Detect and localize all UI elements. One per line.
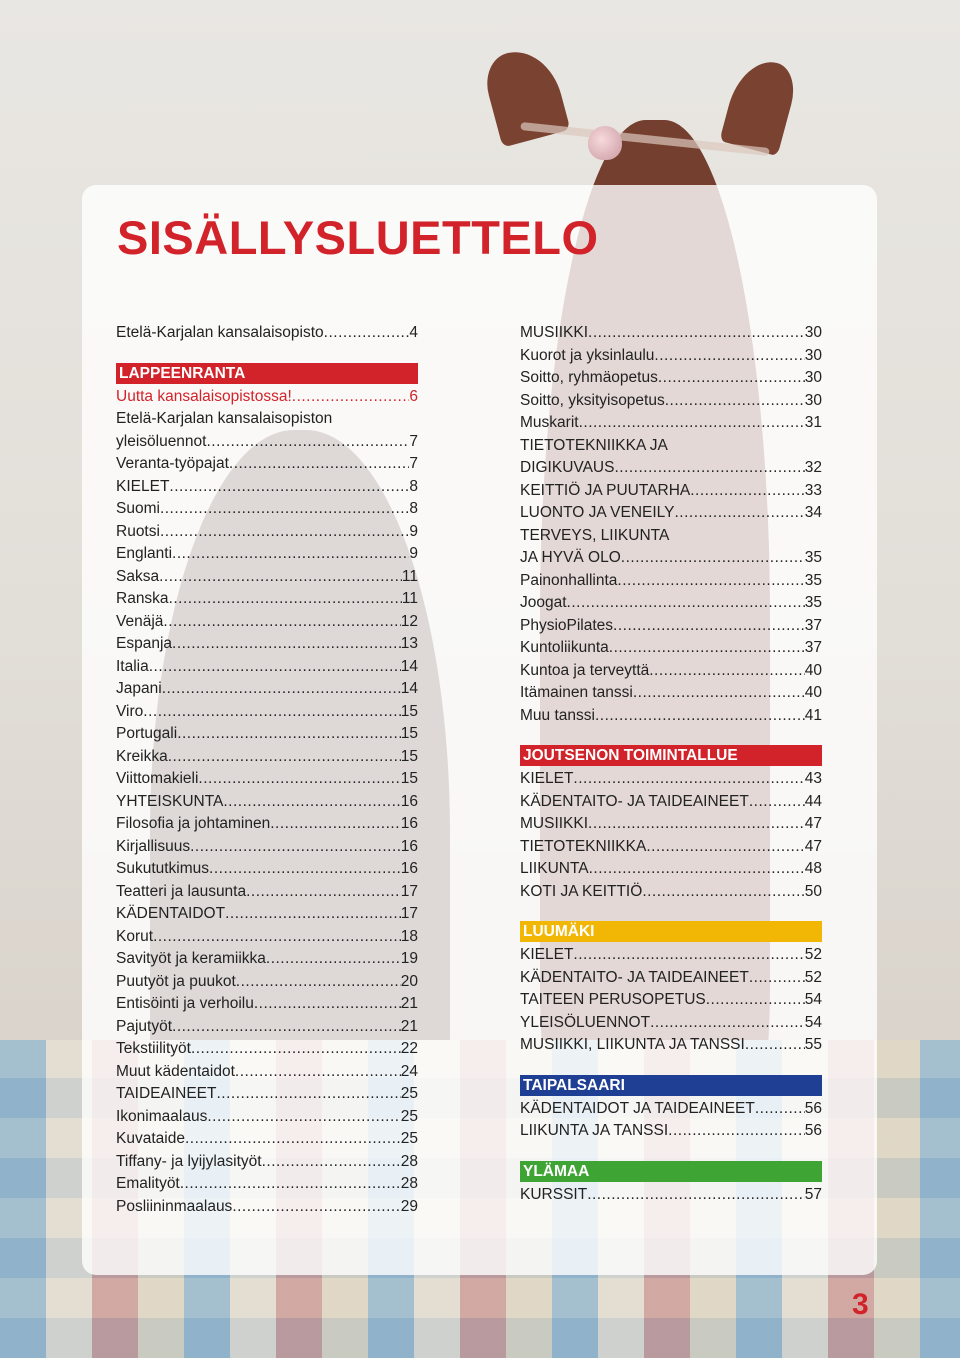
toc-entry-text: KOTI JA KEITTIÖ [520, 882, 643, 900]
leader-dots [588, 322, 805, 345]
toc-entry-page: 15 [400, 702, 418, 720]
toc-entry-text: Espanja [116, 635, 173, 652]
leader-dots [168, 746, 401, 769]
toc-entry[interactable] [520, 1012, 822, 1035]
leader-dots [668, 1120, 805, 1143]
leader-dots [573, 768, 804, 791]
toc-entry[interactable] [520, 660, 822, 683]
leader-dots [749, 967, 805, 990]
toc-entry[interactable] [116, 611, 418, 634]
toc-entry-text: TAITEEN PERUSOPETUS [520, 991, 706, 1008]
toc-entry[interactable] [116, 453, 418, 476]
toc-entry-text: Tekstiilityöt [116, 1040, 191, 1057]
toc-entry[interactable] [116, 813, 418, 836]
toc-entry[interactable] [520, 1120, 822, 1143]
toc-entry[interactable] [116, 431, 418, 454]
toc-entry[interactable] [116, 1106, 418, 1129]
leader-dots [162, 678, 401, 701]
toc-entry-page: 52 [804, 968, 822, 986]
toc-entry-page: 8 [409, 477, 418, 495]
toc-entry-page: 37 [804, 639, 822, 656]
leader-dots [163, 611, 400, 634]
leader-dots [190, 836, 401, 859]
toc-entry-page: 24 [400, 1062, 418, 1080]
toc-entry[interactable] [116, 656, 418, 679]
toc-entry[interactable] [116, 1151, 418, 1174]
toc-entry-text: Venäjä [116, 612, 164, 630]
toc-entry[interactable] [520, 1098, 822, 1121]
toc-entry-text: KIELET [520, 770, 574, 787]
toc-entry-page: 25 [400, 1130, 418, 1147]
toc-entry-text: Uutta kansalaisopistossa! [116, 387, 292, 405]
leader-dots [160, 521, 409, 544]
leader-dots [254, 993, 401, 1016]
toc-entry-text: TIETOTEKNIIKKA [520, 837, 647, 855]
toc-entry[interactable] [116, 386, 418, 409]
toc-entry-page: 7 [409, 455, 418, 472]
toc-entry-text: PhysioPilates [520, 616, 614, 634]
toc-entry-page: 40 [804, 661, 822, 679]
leader-dots [172, 1016, 401, 1039]
leader-dots [621, 547, 805, 570]
leader-dots [690, 480, 805, 503]
leader-dots [177, 723, 401, 746]
leader-dots [216, 1083, 400, 1106]
toc-entry[interactable] [116, 723, 418, 746]
toc-entry[interactable] [116, 521, 418, 544]
toc-entry-page: 32 [804, 459, 822, 476]
toc-entry-page: 28 [400, 1175, 418, 1192]
toc-entry[interactable] [116, 1173, 418, 1196]
toc-entry[interactable] [520, 570, 822, 593]
toc-entry-text: MUSIIKKI, LIIKUNTA JA TANSSI [520, 1036, 745, 1053]
leader-dots [246, 881, 401, 904]
leader-dots [169, 476, 409, 499]
leader-dots [292, 386, 410, 409]
leader-dots [169, 588, 402, 611]
toc-entry[interactable] [116, 1196, 418, 1219]
toc-entry[interactable] [116, 1016, 418, 1039]
toc-left-column [116, 322, 418, 1218]
toc-entry-text: Etelä-Karjalan kansalaisopisto [116, 324, 324, 341]
toc-entry[interactable] [520, 682, 822, 705]
leader-dots [613, 615, 805, 638]
leader-dots [206, 431, 409, 454]
toc-entry[interactable] [520, 705, 822, 728]
toc-entry[interactable] [520, 1184, 822, 1207]
toc-entry-text: Painonhallinta [520, 571, 618, 589]
leader-dots [614, 457, 804, 480]
toc-entry-page: 16 [400, 860, 418, 877]
toc-entry-page: 4 [409, 324, 418, 341]
toc-entry-text: Teatteri ja lausunta [116, 882, 247, 900]
toc-entry[interactable] [520, 345, 822, 368]
toc-entry-page: 56 [804, 1122, 822, 1139]
toc-entry[interactable] [520, 615, 822, 638]
leader-dots [232, 1196, 400, 1219]
toc-entry-text: Etelä-Karjalan kansalaisopiston [116, 410, 333, 427]
toc-right-sections [520, 727, 822, 1206]
toc-entry-text: Korut [116, 927, 154, 945]
leader-dots [749, 791, 805, 814]
toc-entry-page: 44 [804, 792, 822, 810]
toc-entry-page: 37 [804, 616, 822, 634]
toc-entry-page: 11 [401, 590, 418, 607]
toc-entry-text: Emalityöt [116, 1175, 180, 1192]
toc-entry-text: MUSIIKKI [520, 324, 589, 341]
toc-entry-page: 55 [804, 1036, 822, 1053]
leader-dots [649, 660, 805, 683]
toc-entry-page: 54 [804, 991, 822, 1008]
toc-entry[interactable] [116, 858, 418, 881]
toc-entry-text: LUONTO JA VENEILY [520, 504, 675, 521]
toc-entry-text: KÄDENTAIDOT JA TAIDEAINEET [520, 1099, 755, 1117]
toc-entry[interactable] [116, 498, 418, 521]
toc-right-main-list [520, 322, 822, 727]
toc-entry[interactable] [116, 566, 418, 589]
section-header: JOUTSENON TOIMINTALLUE [520, 745, 822, 766]
toc-entry[interactable] [116, 543, 418, 566]
toc-entry[interactable] [520, 768, 822, 791]
toc-entry-text: Ikonimaalaus [116, 1107, 208, 1125]
toc-entry-page: 7 [409, 432, 418, 450]
toc-entry-page: 30 [804, 324, 822, 341]
toc-entry[interactable] [520, 390, 822, 413]
leader-dots [650, 1012, 805, 1035]
toc-entry[interactable] [520, 457, 822, 480]
toc-entry-page: 11 [401, 567, 418, 585]
toc-entry[interactable] [520, 791, 822, 814]
toc-entry-page: 30 [804, 391, 822, 409]
toc-entry-text: DIGIKUVAUS [520, 459, 615, 476]
toc-entry-text: Viro [116, 702, 144, 720]
leader-dots [207, 1106, 400, 1129]
toc-entry-text: Kuntoa ja terveyttä [520, 661, 650, 679]
toc-entry-page: 43 [804, 770, 822, 787]
toc-entry-text: Muskarit [520, 414, 579, 431]
toc-entry-page: 48 [804, 860, 822, 877]
toc-entry-page: 9 [409, 522, 418, 540]
toc-entry[interactable] [520, 967, 822, 990]
toc-entry-text: Portugali [116, 725, 178, 742]
toc-entry-page: 35 [804, 549, 822, 566]
toc-right-column [520, 322, 822, 1206]
toc-entry-text: MUSIIKKI [520, 815, 589, 832]
leader-dots [236, 971, 401, 994]
toc-entry[interactable] [116, 926, 418, 949]
leader-dots [658, 367, 805, 390]
toc-entry[interactable] [520, 944, 822, 967]
toc-entry[interactable] [116, 1061, 418, 1084]
toc-entry-text: Pajutyöt [116, 1017, 173, 1035]
toc-entry[interactable] [116, 1083, 418, 1106]
toc-entry[interactable] [116, 408, 418, 431]
leader-dots [654, 345, 804, 368]
toc-entry-page: 15 [400, 770, 418, 787]
toc-entry-page: 35 [804, 594, 822, 611]
toc-entry-page: 13 [400, 635, 418, 652]
leader-dots [573, 944, 804, 967]
heart-gem-icon [588, 126, 622, 160]
toc-entry[interactable] [520, 836, 822, 859]
toc-entry-page: 16 [400, 792, 418, 810]
leader-dots [198, 768, 400, 791]
toc-entry[interactable] [520, 881, 822, 904]
toc-entry-page: 47 [804, 837, 822, 855]
toc-entry[interactable] [520, 367, 822, 390]
toc-entry[interactable] [520, 435, 822, 458]
leader-dots [617, 570, 804, 593]
toc-entry[interactable] [520, 322, 822, 345]
toc-entry-page: 22 [400, 1040, 418, 1057]
toc-entry-text: KIELET [116, 477, 170, 495]
leader-dots [270, 813, 401, 836]
toc-entry-page: 30 [804, 346, 822, 364]
leader-dots [172, 633, 401, 656]
leader-dots [185, 1128, 401, 1151]
toc-entry-text: Italia [116, 657, 149, 675]
toc-entry-page: 6 [409, 387, 418, 405]
toc-entry-text: Filosofia ja johtaminen [116, 815, 271, 832]
toc-entry[interactable] [116, 678, 418, 701]
toc-entry-page: 16 [400, 815, 418, 832]
toc-entry[interactable] [116, 881, 418, 904]
toc-entry-page: 28 [400, 1152, 418, 1170]
leader-dots [235, 1061, 401, 1084]
leader-dots [153, 926, 401, 949]
leader-dots [706, 989, 805, 1012]
toc-entry-page: 56 [804, 1099, 822, 1117]
toc-entry[interactable] [116, 993, 418, 1016]
toc-entry[interactable] [116, 948, 418, 971]
toc-entry-page: 9 [409, 545, 418, 562]
toc-entry[interactable] [116, 971, 418, 994]
toc-entry-page: 41 [804, 706, 822, 724]
leader-dots [579, 412, 805, 435]
toc-entry-page: 17 [400, 882, 418, 900]
toc-entry-page: 17 [400, 905, 418, 922]
toc-entry-page: 25 [400, 1107, 418, 1125]
toc-entry-page: 15 [400, 725, 418, 742]
toc-entry-page: 14 [400, 680, 418, 697]
toc-entry-text: Itämainen tanssi [520, 684, 633, 701]
toc-left-list [116, 386, 418, 1219]
toc-entry[interactable] [116, 791, 418, 814]
toc-entry-page: 16 [400, 837, 418, 855]
leader-dots [172, 543, 409, 566]
toc-entry-text: Muu tanssi [520, 706, 595, 724]
toc-entry-page: 20 [400, 972, 418, 990]
toc-entry-text: TERVEYS, LIIKUNTA [520, 526, 670, 544]
toc-entry-text: LIIKUNTA [520, 860, 589, 877]
toc-entry-text: Kuorot ja yksinlaulu [520, 346, 655, 364]
toc-entry-page: 8 [409, 500, 418, 517]
section-header: YLÄMAA [520, 1161, 822, 1182]
leader-dots [589, 858, 805, 881]
section-header: TAIPALSAARI [520, 1075, 822, 1096]
leader-dots [665, 390, 805, 413]
toc-entry-text: Japani [116, 680, 162, 697]
leader-dots [159, 566, 402, 589]
toc-entry-page: 57 [804, 1185, 822, 1203]
toc-entry-text: Kirjallisuus [116, 837, 191, 855]
toc-entry-page: 52 [804, 946, 822, 963]
toc-entry-text: Entisöinti ja verhoilu [116, 995, 254, 1012]
toc-entry-text: TAIDEAINEET [116, 1085, 217, 1102]
toc-entry-text: Soitto, yksityisopetus [520, 391, 665, 409]
toc-entry-text: Sukututkimus [116, 860, 210, 877]
leader-dots [223, 791, 400, 814]
leader-dots [266, 948, 401, 971]
toc-entry[interactable] [116, 903, 418, 926]
leader-dots [225, 903, 401, 926]
toc-entry[interactable] [520, 1034, 822, 1057]
toc-entry[interactable] [116, 1128, 418, 1151]
toc-entry[interactable] [520, 525, 822, 548]
toc-entry-text: KEITTIÖ JA PUUTARHA [520, 481, 691, 499]
toc-entry-page: 34 [804, 504, 822, 521]
leader-dots [674, 502, 804, 525]
toc-entry-page: 14 [400, 657, 418, 675]
toc-entry-page: 25 [400, 1085, 418, 1102]
toc-entry-text: KÄDENTAIDOT [116, 905, 226, 922]
leader-dots [745, 1034, 805, 1057]
leader-dots [609, 637, 805, 660]
leader-dots [588, 813, 805, 836]
section-header: LUUMÄKI [520, 921, 822, 942]
toc-entry[interactable] [116, 633, 418, 656]
toc-entry-text: Kreikka [116, 747, 168, 765]
toc-entry-page: 35 [804, 571, 822, 589]
toc-entry-page: 12 [400, 612, 418, 630]
leader-dots [633, 682, 805, 705]
toc-entry-text: Joogat [520, 594, 567, 611]
toc-entry-text: Kuntoliikunta [520, 639, 609, 656]
toc-entry-page: 50 [804, 882, 822, 900]
toc-entry[interactable] [520, 412, 822, 435]
toc-entry-text: KÄDENTAITO- JA TAIDEAINEET [520, 792, 749, 810]
toc-entry-page: 21 [400, 995, 418, 1012]
toc-entry[interactable] [116, 1038, 418, 1061]
leader-dots [262, 1151, 401, 1174]
leader-dots [160, 498, 409, 521]
toc-entry-text: KURSSIT [520, 1185, 588, 1203]
leader-dots [567, 592, 805, 615]
toc-entry-text: Veranta-työpajat [116, 455, 229, 472]
leader-dots [180, 1173, 401, 1196]
toc-entry-text: Posliininmaalaus [116, 1197, 233, 1215]
toc-entry-page: 29 [400, 1197, 418, 1215]
toc-entry-text: Soitto, ryhmäopetus [520, 369, 658, 386]
toc-entry-text: Muut kädentaidot [116, 1062, 235, 1080]
toc-entry[interactable] [520, 480, 822, 503]
toc-entry[interactable] [116, 588, 418, 611]
leader-dots [324, 322, 410, 345]
toc-entry-page: 15 [400, 747, 418, 765]
leader-dots [143, 701, 400, 724]
toc-entry-page: 18 [400, 927, 418, 945]
toc-entry[interactable] [116, 836, 418, 859]
toc-entry-text: Tiffany- ja lyijylasityöt [116, 1152, 262, 1170]
toc-entry-text: LIIKUNTA JA TANSSI [520, 1122, 669, 1139]
leader-dots [587, 1184, 805, 1207]
leader-dots [595, 705, 805, 728]
toc-entry-page: 30 [804, 369, 822, 386]
toc-entry-page: 54 [804, 1013, 822, 1031]
toc-entry-text: YHTEISKUNTA [116, 792, 224, 810]
toc-entry[interactable] [520, 592, 822, 615]
toc-entry-text: YLEISÖLUENNOT [520, 1013, 651, 1031]
toc-entry-page: 21 [400, 1017, 418, 1035]
toc-entry-text: KÄDENTAITO- JA TAIDEAINEET [520, 968, 749, 986]
toc-entry-text: Puutyöt ja puukot [116, 972, 236, 990]
toc-entry-page: 19 [400, 950, 418, 967]
toc-entry[interactable] [116, 768, 418, 791]
toc-entry[interactable] [520, 989, 822, 1012]
toc-entry-text: KIELET [520, 946, 574, 963]
toc-entry-text: TIETOTEKNIIKKA JA [520, 436, 668, 454]
toc-entry[interactable] [520, 637, 822, 660]
leader-dots [149, 656, 401, 679]
toc-entry[interactable] [520, 547, 822, 570]
toc-entry-intro[interactable] [116, 322, 418, 345]
toc-entry-text: JA HYVÄ OLO [520, 549, 621, 566]
page-number: 3 [852, 1288, 869, 1321]
toc-entry-text: Saksa [116, 567, 160, 585]
page-title: SISÄLLYSLUETTELO [117, 211, 599, 264]
toc-entry-text: Viittomakieli [116, 770, 199, 787]
toc-entry-text: Englanti [116, 545, 173, 562]
toc-entry-text: Ranska [116, 590, 169, 607]
toc-entry-page: 31 [804, 414, 822, 431]
leader-dots [229, 453, 409, 476]
toc-entry-text: Savityöt ja keramiikka [116, 950, 266, 967]
toc-entry[interactable] [520, 858, 822, 881]
toc-entry-text: Kuvataide [116, 1130, 185, 1147]
toc-entry[interactable] [116, 701, 418, 724]
toc-entry-text: Suomi [116, 500, 160, 517]
section-header-lappeenranta: LAPPEENRANTA [116, 363, 418, 384]
leader-dots [646, 836, 804, 859]
toc-entry[interactable] [116, 476, 418, 499]
leader-dots [191, 1038, 401, 1061]
toc-entry-page: 47 [804, 815, 822, 832]
toc-entry-text: yleisöluennot [116, 432, 207, 450]
toc-entry-page: 33 [804, 481, 822, 499]
leader-dots [209, 858, 401, 881]
leader-dots [642, 881, 804, 904]
toc-entry-text: Ruotsi [116, 522, 160, 540]
leader-dots [755, 1098, 805, 1121]
toc-entry[interactable] [520, 813, 822, 836]
toc-entry[interactable] [520, 502, 822, 525]
toc-entry[interactable] [116, 746, 418, 769]
toc-entry-page: 40 [804, 684, 822, 701]
